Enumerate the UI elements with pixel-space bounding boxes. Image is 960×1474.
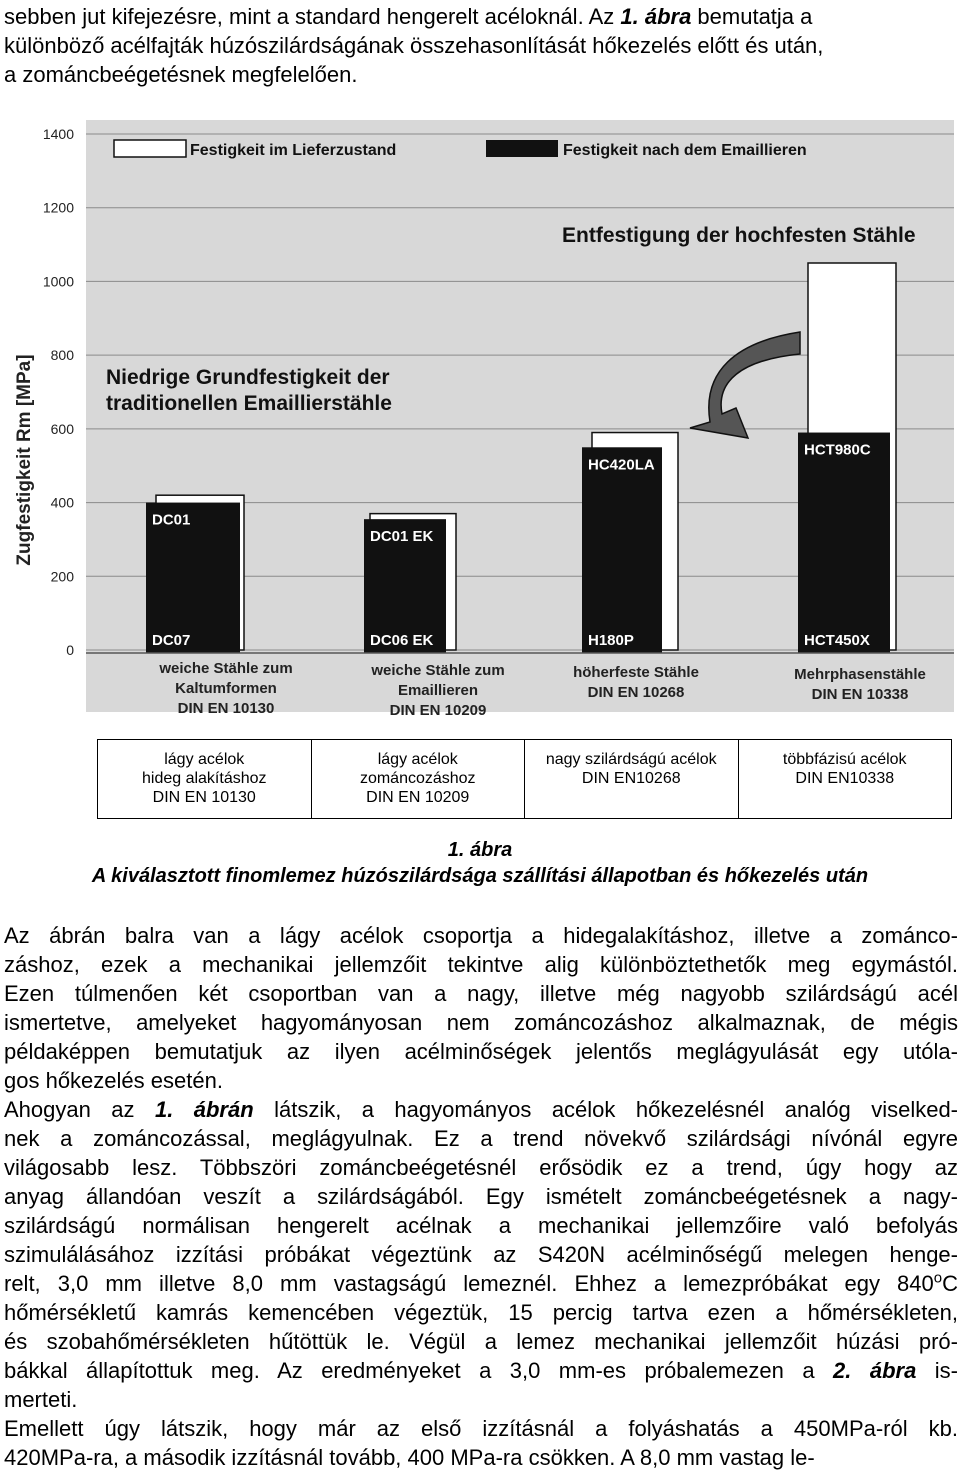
body-text: [4, 921, 958, 1472]
intro-line: különböző acélfajták húzószilárdságának összehasonlítását hőkezelés előtt és után,: [4, 33, 824, 58]
annotation-low-strength-1: Niedrige Grundfestigkeit der: [106, 366, 390, 389]
intro-line: sebben jut kifejezésre, mint a standard hengerelt acéloknál. Az 1. ábra bemutatja a: [4, 4, 813, 29]
body-line: világosabb lesz. Többszöri zománcbeégetésnél erősödik ez a trend, úgy hogy az: [4, 1155, 958, 1180]
bar-grade-label: DC06 EK: [370, 632, 434, 649]
body-line: Ezen túlmenően két csoportban van a nagy, illetve még nagyobb szilárdságú acél: [4, 981, 958, 1006]
y-tick-label: 0: [66, 642, 74, 658]
bar-grade-label: HCT980C: [804, 441, 871, 459]
y-tick-label: 800: [50, 347, 74, 364]
de-category-label: DIN EN 10338: [811, 686, 909, 703]
chart-y-axis-label: Zugfestigkeit Rm [MPa]: [14, 354, 35, 566]
de-category-label: DIN EN 10209: [389, 702, 487, 719]
body-line: ismertetve, amelyeket hagyományosan nem zománcozáshoz alkalmaznak, de mégis: [4, 1010, 958, 1035]
de-category-label: DIN EN 10130: [177, 700, 275, 717]
intro-paragraph: [4, 2, 956, 89]
de-category-label: Emaillieren: [397, 682, 479, 699]
bar-grade-label: DC07: [152, 632, 191, 649]
y-tick-label: 600: [50, 420, 74, 437]
intro-line: a zománcbeégetésnek megfelelően.: [4, 62, 358, 87]
figure-caption: A kiválasztott finomlemez húzószilárdsága szállítási állapotban és hőkezelés után: [91, 865, 869, 887]
body-line: nek a zománcozással, meglágyulnak. Ez a trend növekvő szilárdsági nívónál egyre: [4, 1126, 958, 1151]
legend-label-before: Festigkeit im Lieferzustand: [190, 142, 397, 159]
body-line: Emellett úgy látszik, hogy már az első izzításnál a folyáshatás a 450MPa-ról kb.: [4, 1416, 958, 1441]
de-category-label: höherfeste Stähle: [573, 664, 699, 681]
body-line: 420MPa-ra, a második izzításnál tovább, 400 MPa-ra csökken. A 8,0 mm vastag le-: [4, 1445, 815, 1470]
bar-after-2: [582, 447, 662, 653]
body-line: szimulálásához izzítási próbákat végeztünk az S420N acélminőségű melegen henge-: [4, 1242, 958, 1267]
body-line: Az ábrán balra van a lágy acélok csoportja a hidegalakításhoz, illetve a zománco-: [4, 923, 958, 948]
y-tick-label: 1400: [42, 126, 74, 142]
bar-grade-label: H180P: [588, 632, 634, 649]
figure-number: 1. ábra: [447, 839, 513, 861]
legend-swatch-after: [486, 140, 558, 157]
body-line: záshoz, ezek a mechanikai jellemzőit tekintve alig különböztethetők meg egymástól.: [4, 952, 958, 977]
y-tick-label: 200: [50, 568, 74, 585]
y-tick-label: 400: [50, 494, 74, 511]
de-category-label: DIN EN 10268: [587, 684, 685, 701]
annotation-softening: Entfestigung der hochfesten Stähle: [562, 224, 916, 247]
figure-reference: 1. ábra: [620, 4, 692, 29]
bar-grade-label: HC420LA: [588, 456, 655, 474]
y-tick-label: 1200: [42, 199, 74, 216]
figure-reference: 2. ábra: [833, 1358, 917, 1383]
degree-superscript: o: [933, 1269, 943, 1287]
figure-reference: 1. ábrán: [154, 1097, 254, 1122]
hu-category-cell: lágy acélok zománcozáshoz DIN EN 10209: [311, 740, 525, 819]
bar-grade-label: DC01: [152, 511, 191, 529]
de-category-label: weiche Stähle zum: [159, 660, 293, 677]
bar-grade-label: DC01 EK: [370, 528, 434, 546]
hu-category-cell: nagy szilárdságú acélok DIN EN10268: [525, 740, 739, 819]
body-line: anyag állandóan veszít a szilárdságából. Egy ismételt zománcbeégetésnek a nagy-: [4, 1184, 958, 1209]
body-line: és szobahőmérsékleten hűtöttük le. Végül a lemez mechanikai jellemzőit húzási pró-: [4, 1329, 958, 1354]
body-line: relt, 3,0 mm illetve 8,0 mm vastagságú lemeznél. Ehhez a lemezpróbákat egy 840$^o$C: [4, 1269, 958, 1296]
body-line: bákkal állapítottuk meg. Az eredményeket a 3,0 mm-es próbalemezen a 2. ábra is-: [4, 1358, 958, 1383]
body-line: hőmérsékletű kamrás kemencében végeztük, 15 percig tartva ezen a hőmérsékleten,: [4, 1300, 958, 1325]
strength-bar-chart: [0, 110, 960, 730]
de-category-label: Kaltumformen: [175, 680, 277, 697]
body-line: példaképpen bemutatjuk az ilyen acélminőségek jelentős meglágyulását egy utóla-: [4, 1039, 958, 1064]
body-line: gos hőkezelés esetén.: [4, 1068, 223, 1093]
legend-label-after: Festigkeit nach dem Emaillieren: [563, 142, 807, 159]
body-line: Ahogyan az 1. ábrán látszik, a hagyományos acélok hőkezelésnél analóg viselked-: [4, 1097, 959, 1122]
hu-category-cell: lágy acélok hideg alakításhoz DIN EN 10130: [98, 740, 312, 819]
y-tick-label: 1000: [42, 273, 74, 290]
body-line: szilárdságú normálisan hengerelt acélnak a mechanikai jellemzőire való befolyás: [4, 1213, 958, 1238]
annotation-low-strength-2: traditionellen Emaillierstähle: [106, 392, 392, 415]
hungarian-category-table: [97, 739, 952, 819]
body-line: merteti.: [4, 1387, 78, 1412]
de-category-label: Mehrphasenstähle: [794, 666, 926, 683]
hu-category-cell: többfázisú acélok DIN EN10338: [738, 740, 952, 819]
bar-grade-label: HCT450X: [804, 632, 870, 649]
legend-swatch-before: [114, 140, 186, 157]
de-category-label: weiche Stähle zum: [371, 662, 505, 679]
bar-after-3: [798, 433, 890, 653]
